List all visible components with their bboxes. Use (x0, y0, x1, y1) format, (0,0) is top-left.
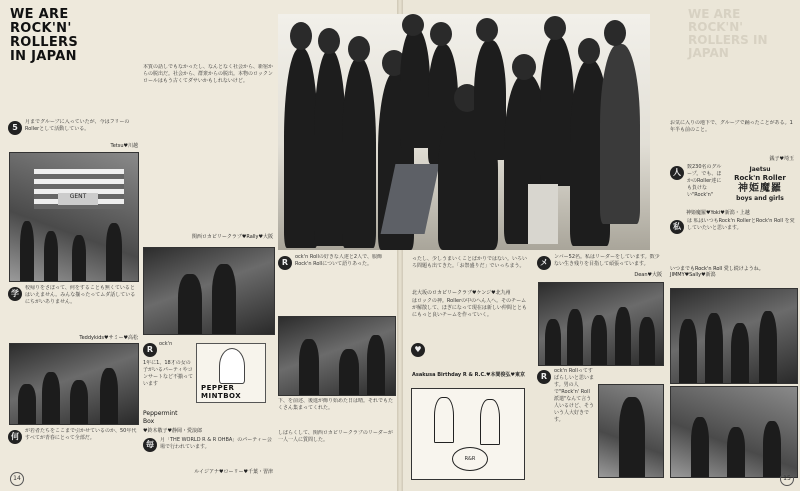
logo-jaetsu: Jaetsu (749, 166, 771, 173)
feature-title (10, 8, 120, 64)
photo-park-gathering (9, 152, 139, 282)
rock-wonderful-text: ock'n Rollってすばらしいと思います。男の人で"Rock'n' Roll 派遣"なんて言う人いるけど、そういう人大好きです。 (554, 368, 594, 423)
school-text: 校帰りをさぼって、何をすることも無くているとはいえません。みんな揃ったってムダ話しているにちがいありません。 (25, 285, 136, 305)
pepper-logo-text: PEPPER MINTBOX (201, 384, 242, 400)
monthly-text: 月「THE WORLD R & R OHBA」のパーティー会場で行われています。 (160, 437, 272, 450)
dancer-sketch-icon (480, 399, 500, 445)
figure (639, 317, 655, 365)
figure (567, 309, 583, 365)
figure (619, 397, 645, 477)
dancer-sketch-icon (434, 397, 454, 443)
signature-ginko: 銭子♥埼玉 (769, 156, 794, 162)
section-badge-what: 何 (8, 430, 22, 444)
figure (705, 313, 723, 383)
photo-club-group (670, 288, 798, 384)
signature-asakusa: Asakusa Birthday R & R.C.♥本間俊弘♥東京 (412, 372, 526, 378)
photo-couple (143, 247, 275, 335)
section-badge-school: 学 (8, 287, 22, 301)
top-right-text: お気に入りの地下で、グループで踊ったことがある。1年半も前のこと。 (670, 120, 793, 133)
figure (72, 235, 86, 281)
figure (18, 384, 36, 424)
figure (106, 223, 122, 281)
photo-dance-floor (670, 386, 798, 478)
figure (691, 417, 709, 477)
figure (20, 221, 34, 281)
watashi-text: は 私はいつもRock'n RollerとRock'n Roll を愛していたいと思います。 (687, 218, 795, 231)
section-badge-watashi: 私 (670, 220, 684, 234)
peppermint-box-logo (196, 343, 266, 403)
sign-graphic: GENT (58, 193, 98, 205)
signature-louisiana: ルイジアナ♥ローリー♥千葉・習津 (194, 469, 273, 475)
figure (545, 319, 561, 365)
member-text: ンバー52名。私はリーダーをしています。数少ない生き残りを目指して頑張っています。 (554, 254, 660, 267)
rock-sketch-illustration (411, 388, 525, 480)
signature-yoki: 神姫魔羅♥Yoki♥新潟・上越 (686, 210, 750, 216)
intro-text: 月までグループに入っていたが、今はフリーのRollerとして活動している。 (25, 119, 130, 132)
head (348, 36, 370, 62)
figure (42, 372, 60, 424)
section-badge-jin: 人 (670, 166, 684, 180)
section-badge-r2: R (278, 256, 292, 270)
signature-kansai: 関西ロカビリークラブ♥Rally♥大阪 (191, 234, 273, 240)
figure (70, 380, 88, 424)
title-line2: ROCK'N' ROLLERS (10, 21, 78, 50)
figure (178, 274, 202, 334)
figure (759, 311, 777, 383)
section-badge-r3: R (537, 370, 551, 384)
mid2-text: 下、を前述、後進が飾り始めた日は晴。それでもたくさん集まってくれた。 (278, 398, 394, 411)
jinki-mara-logo (724, 166, 796, 208)
pep-label1: ock'n (159, 341, 173, 347)
logo-jinki-mara: 神姫魔羅 (738, 183, 782, 194)
signature-jimmy-sally: いつまでもRock'n Roll 愛し続けようね。JIMMY♥Sally♥新潟 (670, 266, 764, 278)
pep-brand (143, 410, 195, 426)
page-number-right: 15 (780, 472, 794, 486)
jin-text: 数230名のグループ。でも、ほかのRoller達にも負けない"Rock'n" (687, 164, 722, 198)
title-line1: WE ARE (10, 7, 69, 22)
figure (299, 339, 319, 395)
figure (44, 231, 58, 281)
figure (339, 349, 359, 395)
figure (615, 307, 631, 365)
figure (763, 421, 781, 477)
page-number-left: 14 (10, 472, 24, 486)
what-text: が若者たちをここまで引かせているのか、50年代すべてが青春にとって全部だ。 (25, 428, 137, 441)
section-badge-r: R (143, 343, 157, 357)
figure (367, 335, 385, 395)
signature-kenji: 北大坂のロカビリークラブ♥ケンジ♥北九州 (412, 290, 511, 296)
photo-crowd (538, 282, 664, 366)
signature-tetsu: Tetsu♥川越 (110, 143, 138, 149)
photo-girl (598, 384, 664, 478)
head (318, 28, 340, 54)
right-col1-text: ったし、少しうまいくことばかりではない。いろいろ問題も出てきた。「お祭盛りだ」でいっちまう。 (412, 256, 528, 269)
photo-group-sitting (9, 343, 139, 425)
section-badge-me: メ (537, 256, 551, 270)
figure (212, 264, 236, 334)
section-badge-new: 毎 (143, 438, 157, 452)
ghost-title-bleed: WE ARE ROCK'N' ROLLERS IN JAPAN (688, 7, 768, 60)
mid2-text2: しばらくして、関西ロカビリークラブのリーダーが一人一人に質問した。 (278, 430, 393, 443)
figure (591, 315, 607, 365)
title-line3: IN JAPAN (10, 49, 77, 64)
photo-dancers (278, 316, 396, 396)
figure (284, 48, 318, 248)
logo-rockn-roller: Rock'n Roller (734, 174, 786, 182)
cartoon-girl-icon (219, 348, 245, 384)
figure (100, 368, 118, 424)
section-badge-north: ♥ (411, 343, 425, 357)
figure (342, 58, 376, 248)
pep-brand-line1: Peppermint (143, 410, 178, 417)
logo-boys-girls: boys and girls (736, 195, 784, 202)
middle-column-text: 本質の話しでもなかったし、なんとなく社会から、新宿からの脱出だ。社会から、群衆からの脱出。本物のロックンロールはもう古くてダサいかもしれないけど。 (143, 64, 273, 84)
signature-dean: Dean♥大阪 (634, 272, 662, 278)
figure (679, 319, 697, 383)
sign-sketch-icon: R&R (452, 447, 488, 471)
right-col1-text2: はロックの神。Rollerの中のへん人へ。そのチームが解散して、ほぎになって現在は新しい仲間とともにもっと良いチームを作っていく。 (412, 298, 527, 318)
signature-pep: ♥鈴木敬子♥静岡・愛浪郎 (143, 428, 202, 434)
figure (731, 323, 749, 383)
figure (727, 427, 745, 477)
pep-brand-line2: Box (143, 418, 155, 425)
rock-text: ock'n Rollの好きな人達と2人で、服飾Rock'n Rollについて語りあった。 (295, 254, 383, 267)
signature-teddykids: Teddykids♥サミー♥高松 (79, 335, 138, 341)
section-badge-5: 5 (8, 121, 22, 135)
head (290, 22, 312, 50)
pep-body: 1年に1、18才の女の子がいるパーティやコンサートなど不揃っています (143, 360, 194, 387)
